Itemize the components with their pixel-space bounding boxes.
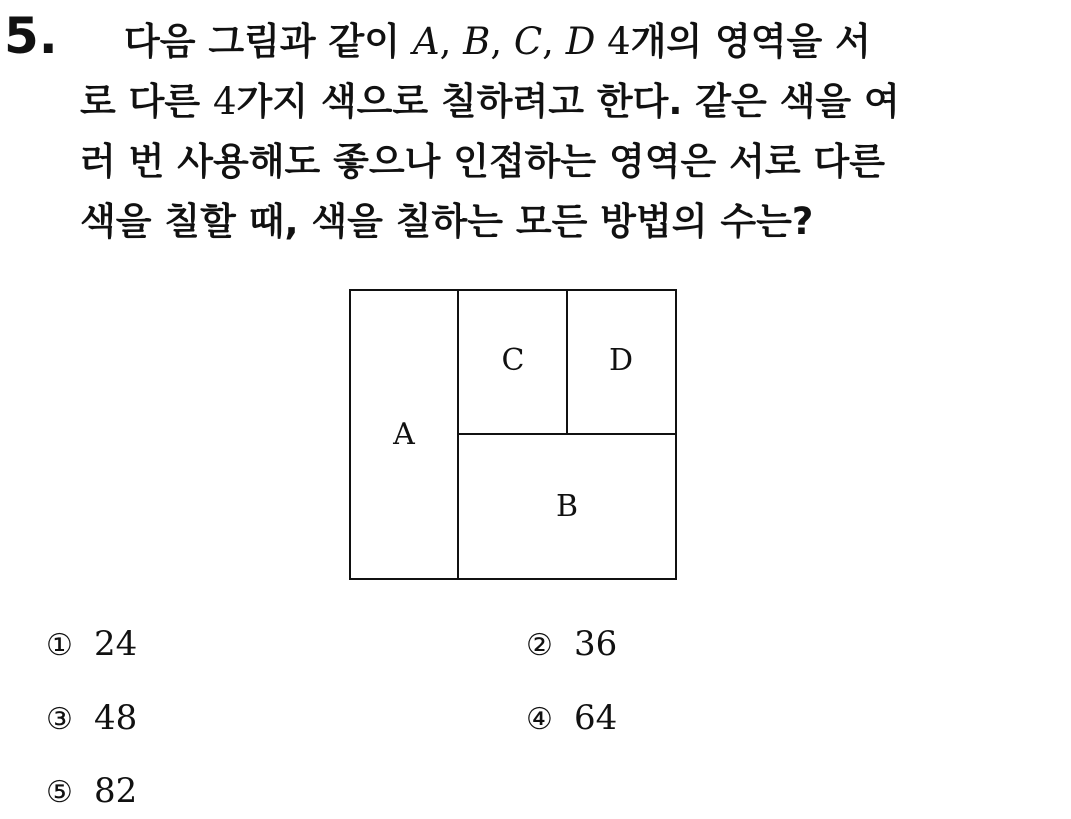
choice-value: 36 xyxy=(574,624,618,664)
question-text-segment: 가지 색으로 칠하려고 한다. 같은 색을 여 xyxy=(236,80,900,123)
choice-value: 24 xyxy=(94,624,138,664)
question-text-segment: 개의 영역을 서 xyxy=(630,20,871,63)
choice-value: 82 xyxy=(94,771,138,811)
choice-value: 64 xyxy=(574,698,618,738)
question-line-3: 러 번 사용해도 좋으나 인접하는 영역은 서로 다른 xyxy=(80,140,886,183)
variable-d: D xyxy=(565,20,596,63)
region-count: 4 xyxy=(595,20,631,63)
color-count: 4 xyxy=(213,80,237,123)
separator: , xyxy=(490,20,514,63)
region-diagram-svg xyxy=(348,288,678,582)
separator: , xyxy=(542,20,566,63)
choice-4[interactable] xyxy=(526,698,617,740)
region-label-c: C xyxy=(501,343,525,378)
choice-value: 48 xyxy=(94,698,138,738)
variable-a: A xyxy=(412,20,440,63)
question-number: 5. xyxy=(4,7,58,65)
variable-c: C xyxy=(513,20,543,63)
choice-marker: ① xyxy=(46,628,73,663)
choice-marker: ② xyxy=(526,628,553,663)
region-label-b: B xyxy=(555,489,579,524)
choice-2[interactable] xyxy=(526,624,617,666)
region-label-a: A xyxy=(393,417,415,452)
region-label-d: D xyxy=(608,343,634,378)
choice-5[interactable] xyxy=(46,771,137,813)
question-text xyxy=(80,12,1040,252)
separator: , xyxy=(439,20,464,63)
choice-3[interactable] xyxy=(46,698,137,740)
choice-1[interactable] xyxy=(46,624,137,666)
choice-marker: ⑤ xyxy=(46,775,73,810)
question-line-2 xyxy=(80,72,1040,132)
choice-marker: ③ xyxy=(46,702,73,737)
choice-marker: ④ xyxy=(526,702,553,737)
question-text-segment: 다음 그림과 같이 xyxy=(124,20,413,63)
region-diagram xyxy=(348,288,678,582)
question-line-4: 색을 칠할 때, 색을 칠하는 모든 방법의 수는? xyxy=(80,200,814,243)
variable-b: B xyxy=(463,20,491,63)
question-line-1 xyxy=(80,12,1040,72)
question-text-segment: 로 다른 xyxy=(80,80,213,123)
